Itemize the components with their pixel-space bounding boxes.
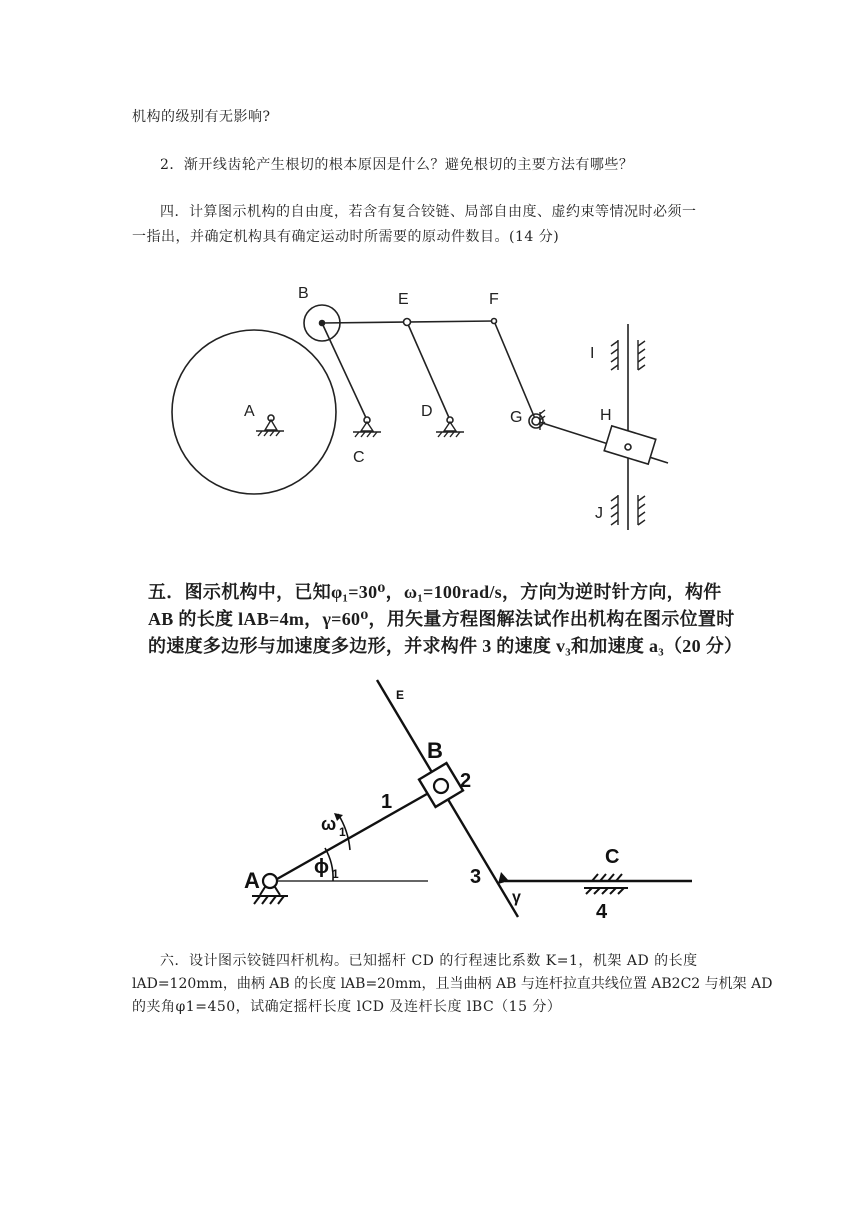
question-4-line-2: 一指出，并确定机构具有确定运动时所需要的原动件数目。(14 分) [132, 229, 560, 245]
label-num-1: 1 [381, 791, 393, 813]
question-4-line-1: 四．计算图示机构的自由度，若含有复合铰链、局部自由度、虚约束等情况时必须一 [160, 204, 697, 220]
label-A: A [244, 868, 260, 893]
label-F: F [489, 291, 499, 308]
label-I: I [590, 345, 595, 362]
label-omega: ω [321, 814, 337, 834]
figure-mechanism-1 [170, 280, 690, 540]
label-num-4: 4 [596, 901, 608, 922]
label-C: C [353, 449, 365, 466]
link-FG [494, 321, 536, 421]
label-phi-sub: 1 [332, 867, 339, 881]
label-E: E [398, 291, 409, 308]
label-J: J [595, 505, 603, 522]
label-gamma: γ [512, 889, 521, 906]
question-6-line-3: 的夹角φ1=450，试确定摇杆长度 lCD 及连杆长度 lBC（15 分） [132, 999, 562, 1015]
label-phi: ϕ [314, 856, 329, 878]
label-D: D [421, 403, 433, 420]
question-2: 2．渐开线齿轮产生根切的根本原因是什么？避免根切的主要方法有哪些？ [160, 157, 634, 173]
label-B: B [427, 738, 443, 763]
text-line-1: 机构的级别有无影响? [132, 109, 271, 125]
label-B: B [298, 285, 309, 302]
figure-mechanism-2 [230, 672, 710, 922]
question-5-line-1: 五．图示机构中，已知φ₁=30⁰，ω₁=100rad/s，方向为逆时针方向，构件 [148, 582, 722, 602]
label-C: C [605, 846, 620, 868]
crank-AB [270, 786, 441, 883]
label-E: E [396, 688, 405, 702]
label-num-2: 2 [460, 770, 472, 792]
label-A: A [244, 403, 255, 420]
label-G: G [510, 409, 523, 426]
label-num-3: 3 [470, 866, 482, 888]
question-5-line-2: AB 的长度 lAB=4m，γ=60⁰，用矢量方程图解法试作出机构在图示位置时 [148, 609, 735, 629]
label-H: H [600, 407, 612, 424]
question-6-line-2: lAD=120mm，曲柄 AB 的长度 lAB=20mm，且当曲柄 AB 与连杆拉直共线位置 AB2C2 与机架 AD [132, 976, 773, 992]
question-6-line-1: 六．设计图示铰链四杆机构。已知摇杆 CD 的行程速比系数 K=1，机架 AD 的长度 [160, 953, 698, 969]
label-omega-sub: 1 [339, 825, 346, 839]
question-5-line-3: 的速度多边形与加速度多边形，并求构件 3 的速度 v₃和加速度 a₃（20 分） [148, 636, 743, 656]
